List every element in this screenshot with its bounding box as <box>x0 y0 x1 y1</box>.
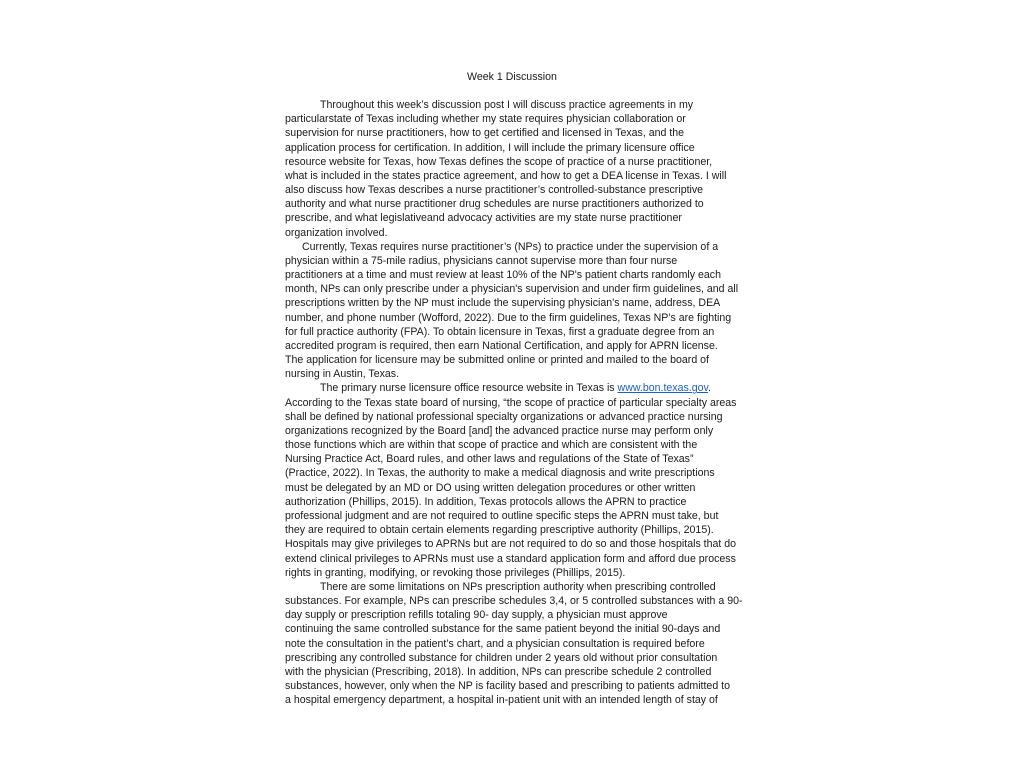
paragraph-line: prescribing any controlled substance for children under 2 years old without prior consultation <box>285 651 718 664</box>
paragraph-line: nursing in Austin, Texas. <box>285 368 400 381</box>
paragraph-line: There are some limitations on NPs prescription authority when prescribing controlled <box>320 580 716 593</box>
paragraph-line: professional judgment and are not required to outline specific steps the APRN must take, but <box>285 509 719 522</box>
paragraph-line: number, and phone number (Wofford, 2022). Due to the firm guidelines, Texas NP’s are fighting <box>285 311 732 324</box>
paragraph-line: day supply or prescription refills totaling 90- day supply, a physician must approve <box>285 609 668 622</box>
paragraph-line: prescriptions written by the NP must include the supervising physician's name, address, DEA <box>285 297 721 310</box>
paragraph-line: accredited program is required, then earn National Certification, and apply for APRN license. <box>285 339 718 352</box>
paragraph-line: shall be defined by national professional specialty organizations or advanced practice nursing <box>285 410 723 423</box>
paragraph-line: organization involved. <box>285 226 388 239</box>
paragraph-line: a hospital emergency department, a hospital in-patient unit with an intended length of stay of <box>285 694 718 707</box>
paragraph-line: they are required to obtain certain elements regarding prescriptive authority (Phillips, 2015). <box>285 524 714 537</box>
paragraph-line-with-link <box>285 381 739 395</box>
document-title: Week 1 Discussion <box>467 71 557 83</box>
paragraph-line: application process for certification. In addition, I will include the primary licensure office <box>285 141 695 154</box>
bon-texas-link[interactable]: www.bon.texas.gov <box>617 382 709 395</box>
paragraph-line-text: The primary nurse licensure office resource website in Texas is <box>320 382 618 395</box>
paragraph-line: month, NPs can only prescribe under a physician's supervision and under firm guidelines, and all <box>285 283 739 296</box>
paragraph-line: Throughout this week’s discussion post I will discuss practice agreements in my <box>320 99 694 111</box>
paragraph-line: authority and what nurse practitioner drug schedules are nurse practitioners authorized to <box>285 198 704 211</box>
paragraph-line: Nursing Practice Act, Board rules, and other laws and regulations of the State of Texas” <box>285 453 694 466</box>
link-suffix: . <box>708 382 711 395</box>
paragraph-line: supervision for nurse practitioners, how to get certified and licensed in Texas, and the <box>285 127 685 140</box>
paragraph-line: The application for licensure may be submitted online or printed and mailed to the board of <box>285 354 709 367</box>
paragraph-line: what is included in the states practice agreement, and how to get a DEA license in Texas. I will <box>285 169 727 182</box>
document-body <box>285 98 743 707</box>
paragraph-line: for full practice authority (FPA). To obtain licensure in Texas, first a graduate degree from an <box>285 325 715 338</box>
paragraph-line: (Practice, 2022). In Texas, the authority to make a medical diagnosis and write prescriptions <box>285 467 715 480</box>
paragraph-line: particularstate of Texas including whether my state requires physician collaboration or <box>285 113 686 126</box>
paragraph-line: Hospitals may give privileges to APRNs but are not required to do so and those hospitals that do <box>285 538 737 551</box>
paragraph-line: According to the Texas state board of nursing, “the scope of practice of particular specialty areas <box>285 396 737 409</box>
paragraph-line: rights in granting, modifying, or revoking those privileges (Phillips, 2015). <box>285 566 626 579</box>
paragraph-line: organizations recognized by the Board [and] the advanced practice nurse may perform only <box>285 424 714 437</box>
paragraph-line: practitioners at a time and must review at least 10% of the NP's patient charts randomly each <box>285 269 721 282</box>
paragraph-line: note the consultation in the patient’s chart, and a physician consultation is required before <box>285 637 705 650</box>
paragraph-line: also discuss how Texas describes a nurse practitioner’s controlled-substance prescriptive <box>285 184 704 197</box>
paragraph-line: substances, however, only when the NP is facility based and prescribing to patients admitted to <box>285 680 730 693</box>
paragraph-line: extend clinical privileges to APRNs must use a standard application form and afford due process <box>285 552 736 565</box>
paragraph-line: substances. For example, NPs can prescribe schedules 3,4, or 5 controlled substances with a 90- <box>285 595 743 608</box>
paragraph-line: Currently, Texas requires nurse practitioner’s (NPs) to practice under the supervision of a <box>302 240 719 253</box>
paragraph-line: physician within a 75-mile radius, physicians cannot supervise more than four nurse <box>285 254 678 267</box>
paragraph-line: prescribe, and what legislativeand advocacy activities are my state nurse practitioner <box>285 212 682 225</box>
paragraph-line: those functions which are within that scope of practice and which are consistent with the <box>285 439 698 452</box>
paragraph-line: authorization (Phillips, 2015). In addition, Texas protocols allows the APRN to practice <box>285 495 687 508</box>
paragraph-line: must be delegated by an MD or DO using written delegation procedures or other written <box>285 481 696 494</box>
paragraph-line: with the physician (Prescribing, 2018). In addition, NPs can prescribe schedule 2 controlled <box>285 665 712 678</box>
paragraph-line: continuing the same controlled substance for the same patient beyond the initial 90-days and <box>285 623 721 636</box>
paragraph-line: resource website for Texas, how Texas defines the scope of practice of a nurse practitioner, <box>285 155 713 168</box>
